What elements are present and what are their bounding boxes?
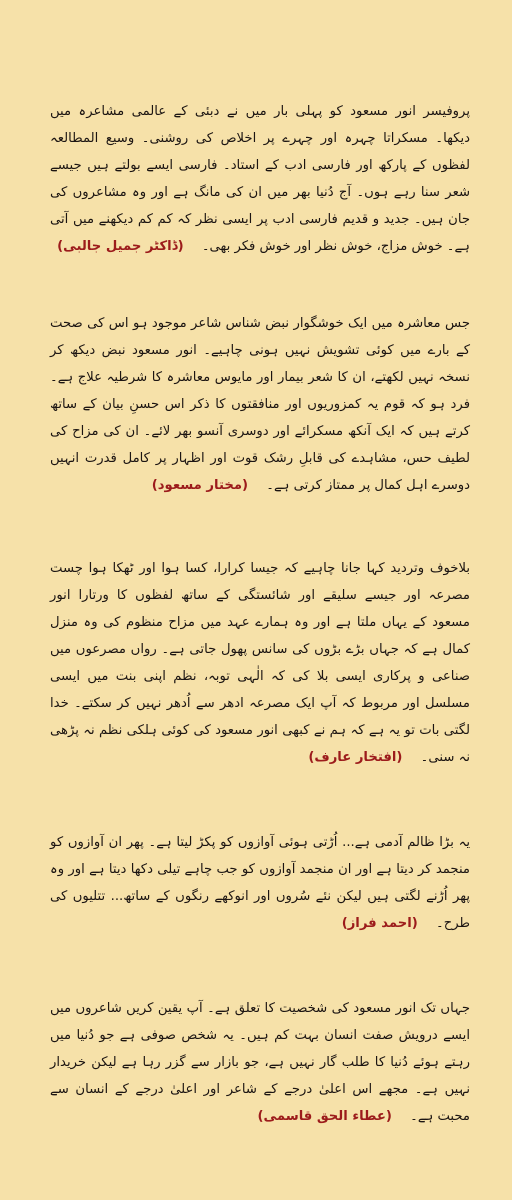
quote-text: پروفیسر انور مسعود کو پہلی بار میں نے دبئی کے عالمی مشاعرہ میں دیکھا۔ مسکراتا چہرہ اور چہرے پر اخلاص کی روشنی۔ وسیع المطالعہ لفظوں کے پارکھ اور فارسی ادب کے استاد۔ فارسی ایسے بولتے ہیں جیسے شعر سنا رہے ہوں۔ آج دُنیا بھر میں ان کی مانگ ہے اور وہ مشاعروں کی جان ہیں۔ جدید و قدیم فارسی ادب پر ایسی نظر کہ کم کم دیکھنے میں آتی ہے۔ خوش مزاج، خوش نظر اور خوش فکر بھی۔	[50, 104, 470, 254]
quote-text: جس معاشرہ میں ایک خوشگوار نبض شناس شاعر موجود ہو اس کی صحت کے بارے میں کوئی تشویش نہیں ہونی چاہیے۔ انور مسعود نبض دیکھ کر نسخہ نہیں لکھتے، ان کا شعر بیمار اور مایوس معاشرہ کا شرطیہ علاج ہے۔ فرد ہو کہ قوم یہ کمزوریوں اور منافقتوں کا ذکر اس حسنِ بیان کے ساتھ کرتے ہیں کہ ایک آنکھ مسکرائے اور دوسری آنسو بھر لائے۔ ان کی مزاح کی لطیف حس، مشاہدے کی قابلِ رشک قوت اور اظہار پر کامل قدرت انہیں دوسرے اہل کمال پر ممتاز کرتی ہے۔	[50, 316, 470, 493]
quote-ahmad-faraz	[50, 829, 470, 937]
quote-text: جہاں تک انور مسعود کی شخصیت کا تعلق ہے۔ آپ یقین کریں شاعروں میں ایسے درویش صفت انسان بہت کم ہیں۔ یہ شخص صوفی ہے جو دُنیا میں رہتے ہوئے دُنیا کا طلب گار نہیں ہے، جو بازار سے گزر رہا ہے لیکن خریدار نہیں ہے۔ مجھے اس اعلیٰ درجے کے شاعر اور اعلیٰ درجے کے انسان سے محبت ہے۔	[50, 1001, 470, 1124]
quote-paragraph	[50, 555, 470, 771]
quote-author: (مختار مسعود)	[151, 478, 249, 493]
quote-author: (ڈاکٹر جمیل جالبی)	[57, 239, 184, 254]
quote-paragraph	[50, 995, 470, 1130]
quote-paragraph	[50, 829, 470, 937]
quote-text: بلاخوف وتردید کہا جانا چاہیے کہ جیسا کرارا، کسا ہوا اور ٹھکا ہوا چست مصرعہ اور جیسے سلیقے اور شائستگی کے ساتھ لفظوں کا ورتارا انور مسعود کے یہاں ملتا ہے اور وہ ہمارے عہد میں مزاح منظوم کی وہ منزل کمال ہے کہ جہاں بڑے بڑوں کی سانس پھول جاتی ہے۔ رواں مصرعوں میں صناعی و پرکاری ایسی بلا کی کہ الٰہی توبہ، نظم اپنی بنت میں ایسی مسلسل اور مربوط کہ آپ ایک مصرعہ ادھر سے اُدھر نہیں کر سکتے۔ خدا لگتی بات تو یہ ہے کہ ہم نے کبھی انور مسعود کی کوئی ہلکی نظم نہ پڑھی نہ سنی۔	[50, 561, 470, 765]
quote-author: (افتخار عارف)	[308, 750, 403, 765]
quote-paragraph	[50, 98, 470, 260]
quote-text: یہ بڑا ظالم آدمی ہے... اُڑتی ہوئی آوازوں کو پکڑ لیتا ہے۔ پھر ان آوازوں کو منجمد کر دیتا ہے اور ان منجمد آوازوں کو جب چاہے تیلی دکھا دیتا ہے اور وہ پھر اُڑنے لگتی ہیں لیکن نئے سُروں اور انوکھے رنگوں کے ساتھ... تتلیوں کی طرح۔	[50, 835, 470, 931]
quote-mukhtar-masood	[50, 310, 470, 499]
quote-author: (احمد فراز)	[341, 916, 418, 931]
quote-iftikhar-arif	[50, 555, 470, 771]
quote-author: (عطاء الحق قاسمی)	[257, 1109, 392, 1124]
quote-ata-ul-haq-qasmi	[50, 995, 470, 1130]
quote-paragraph	[50, 310, 470, 499]
quote-jameel-jalibi	[50, 98, 470, 260]
